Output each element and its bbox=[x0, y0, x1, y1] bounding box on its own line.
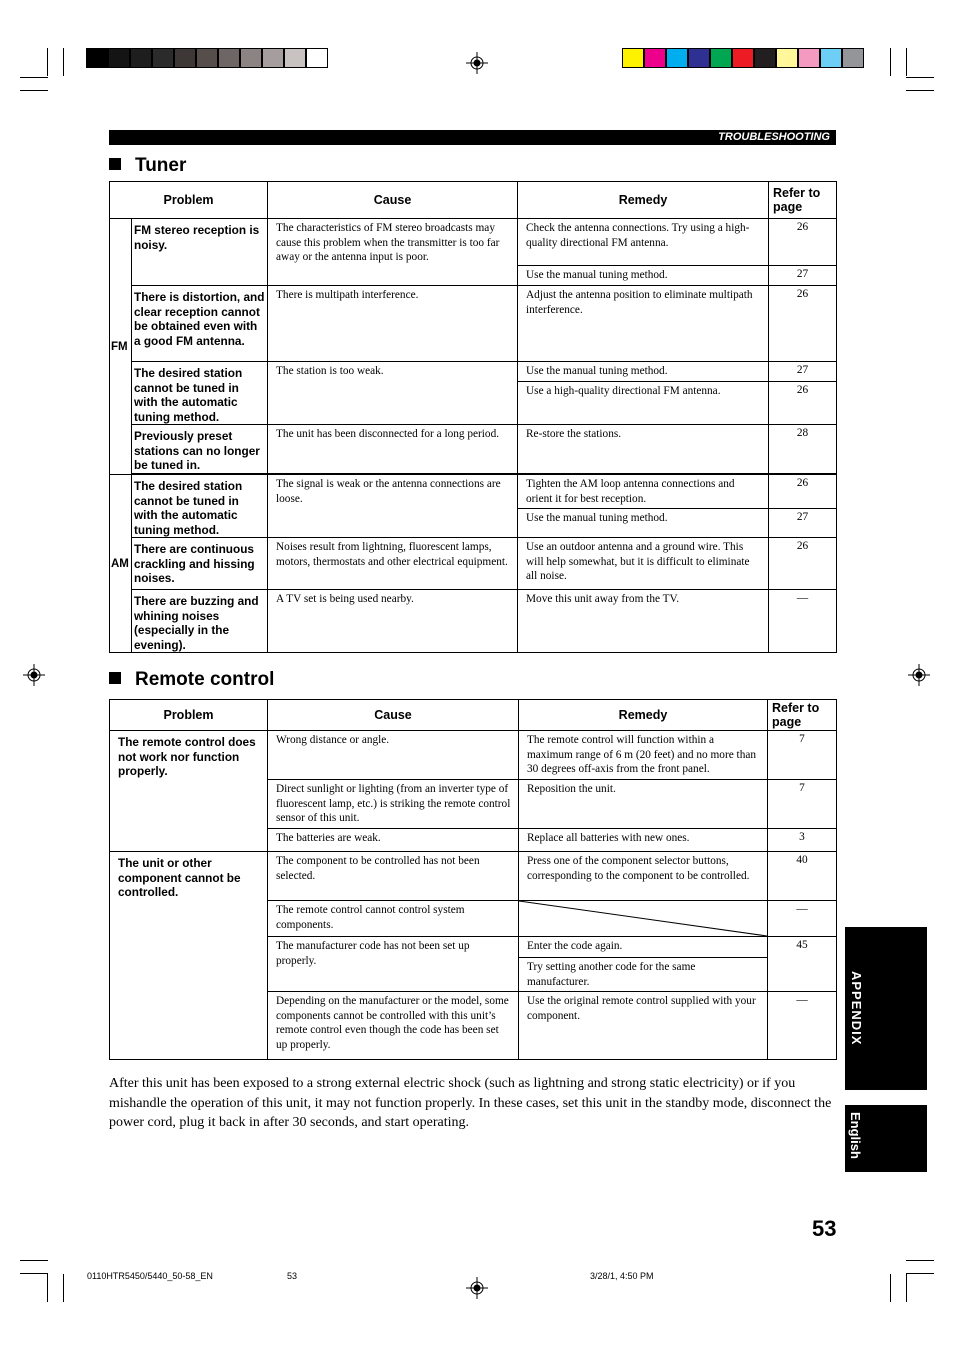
bullet-square-icon bbox=[109, 158, 121, 170]
crop-mark bbox=[20, 90, 48, 91]
footer-page: 53 bbox=[287, 1271, 298, 1281]
crop-mark bbox=[906, 1274, 907, 1302]
table-row bbox=[110, 286, 837, 362]
calibration-swatch bbox=[732, 48, 754, 68]
table-row bbox=[110, 731, 837, 780]
problem-text: The desired station cannot be tuned in with the automatic tuning method. bbox=[132, 362, 268, 425]
cause-text: The remote control cannot control system components. bbox=[268, 901, 519, 937]
table-row bbox=[110, 362, 837, 382]
problem-text: The remote control does not work nor function properly. bbox=[110, 731, 268, 852]
problem-text: Previously preset stations can no longer be tuned in. bbox=[132, 425, 268, 474]
table-row bbox=[110, 852, 837, 901]
remedy-text: Move this unit away from the TV. bbox=[518, 590, 769, 653]
calibration-swatch bbox=[218, 48, 240, 68]
section-label: TROUBLESHOOTING bbox=[718, 131, 830, 143]
calibration-swatch bbox=[240, 48, 262, 68]
table-row bbox=[110, 425, 837, 474]
band-label-am: AM bbox=[110, 475, 132, 653]
page-ref: 7 bbox=[768, 780, 837, 829]
header-cause: Cause bbox=[268, 700, 519, 731]
calibration-swatch bbox=[306, 48, 328, 68]
page-ref: 26 bbox=[769, 538, 837, 590]
crop-mark bbox=[63, 48, 64, 76]
remedy-text: Press one of the component selector buttons, corresponding to the component to be controlled. bbox=[519, 852, 768, 901]
page-ref: 26 bbox=[769, 475, 837, 509]
cause-text: A TV set is being used nearby. bbox=[268, 590, 518, 653]
page-ref: 26 bbox=[769, 382, 837, 425]
footer-timestamp: 3/28/1, 4:50 PM bbox=[590, 1271, 654, 1281]
calibration-swatch bbox=[754, 48, 776, 68]
problem-text: The desired station cannot be tuned in with the automatic tuning method. bbox=[132, 475, 268, 538]
calibration-swatch bbox=[130, 48, 152, 68]
registration-mark-icon bbox=[466, 1277, 488, 1299]
cause-text: Noises result from lightning, fluorescent lamps, motors, thermostats and other electrical equipment. bbox=[268, 538, 518, 590]
cause-text: The unit has been disconnected for a long period. bbox=[268, 425, 518, 474]
calibration-swatch bbox=[284, 48, 306, 68]
remedy-text: Adjust the antenna position to eliminate multipath interference. bbox=[518, 286, 769, 362]
cause-text: The manufacturer code has not been set up properly. bbox=[268, 937, 519, 992]
page-ref: 7 bbox=[768, 731, 837, 780]
calibration-swatch bbox=[262, 48, 284, 68]
notice-paragraph: After this unit has been exposed to a strong external electric shock (such as lightning and strong static electricity) or if you mishandle the operation of this unit, it may not function properly. In these cases, set this unit in the standby mode, disconnect the power cord, plug it back in after 30 seconds, and start operating. bbox=[109, 1076, 832, 1130]
cause-text: There is multipath interference. bbox=[268, 286, 518, 362]
remedy-text: Re-store the stations. bbox=[518, 425, 769, 474]
remedy-text: Use the original remote control supplied with your component. bbox=[519, 992, 768, 1060]
remote-control-table bbox=[109, 699, 837, 1060]
problem-text: There is distortion, and clear reception cannot be obtained even with a good FM antenna. bbox=[132, 286, 268, 362]
cause-text: The station is too weak. bbox=[268, 362, 518, 425]
remedy-text: The remote control will function within a maximum range of 6 m (20 feet) and no more than 30 degrees off-axis from the front panel. bbox=[519, 731, 768, 780]
page-number: 53 bbox=[812, 1216, 837, 1241]
crop-mark bbox=[47, 48, 48, 76]
cause-text: Wrong distance or angle. bbox=[268, 731, 519, 780]
problem-text: There are buzzing and whining noises (especially in the evening). bbox=[132, 590, 268, 653]
remedy-text: Replace all batteries with new ones. bbox=[519, 829, 768, 852]
calibration-swatch bbox=[174, 48, 196, 68]
tuner-heading: Tuner bbox=[109, 155, 186, 177]
calibration-swatch bbox=[710, 48, 732, 68]
problem-text: The unit or other component cannot be controlled. bbox=[110, 852, 268, 1060]
crop-mark bbox=[906, 48, 907, 76]
calibration-swatch bbox=[196, 48, 218, 68]
crop-mark bbox=[20, 1273, 48, 1274]
remedy-text: Use the manual tuning method. bbox=[518, 266, 769, 286]
page-ref: 27 bbox=[769, 509, 837, 538]
band-label-fm: FM bbox=[110, 219, 132, 475]
remedy-text: Use the manual tuning method. bbox=[518, 509, 769, 538]
calibration-swatch bbox=[622, 48, 644, 68]
remedy-text: Enter the code again. bbox=[519, 937, 768, 958]
remedy-text: Try setting another code for the same manufacturer. bbox=[519, 958, 768, 992]
registration-mark-icon bbox=[23, 664, 45, 686]
section-header-bar bbox=[109, 130, 836, 145]
page-ref: 40 bbox=[768, 852, 837, 901]
language-tab: English bbox=[845, 1105, 927, 1172]
page-ref: 3 bbox=[768, 829, 837, 852]
crop-mark bbox=[20, 1260, 48, 1261]
calibration-swatch bbox=[842, 48, 864, 68]
crop-mark bbox=[890, 1274, 891, 1302]
remedy-not-applicable bbox=[519, 901, 768, 937]
tuner-table bbox=[109, 181, 837, 653]
cause-text: The batteries are weak. bbox=[268, 829, 519, 852]
page-ref: 28 bbox=[769, 425, 837, 474]
remedy-text: Check the antenna connections. Try using a high-quality directional FM antenna. bbox=[518, 219, 769, 266]
crop-mark bbox=[906, 77, 934, 78]
cause-text: The signal is weak or the antenna connections are loose. bbox=[268, 475, 518, 538]
calibration-swatch bbox=[776, 48, 798, 68]
diagonal-slash-icon bbox=[519, 901, 767, 936]
remedy-text: Tighten the AM loop antenna connections and orient it for best reception. bbox=[518, 475, 769, 509]
calibration-swatch bbox=[688, 48, 710, 68]
calibration-swatch bbox=[644, 48, 666, 68]
page-ref: — bbox=[768, 992, 837, 1060]
cause-text: Depending on the manufacturer or the model, some components cannot be controlled with this unit’s remote control even though the code has been set up properly. bbox=[268, 992, 519, 1060]
header-remedy: Remedy bbox=[518, 182, 769, 219]
crop-mark bbox=[906, 1273, 934, 1274]
calibration-swatch bbox=[86, 48, 108, 68]
page-ref: 45 bbox=[768, 937, 837, 992]
cause-text: The component to be controlled has not been selected. bbox=[268, 852, 519, 901]
crop-mark bbox=[906, 1260, 934, 1261]
page-ref: — bbox=[768, 901, 837, 937]
problem-text: There are continuous crackling and hissing noises. bbox=[132, 538, 268, 590]
table-row bbox=[110, 590, 837, 653]
header-problem: Problem bbox=[110, 700, 268, 731]
calibration-swatch bbox=[152, 48, 174, 68]
header-problem: Problem bbox=[110, 182, 268, 219]
registration-mark-icon bbox=[466, 52, 488, 74]
bullet-square-icon bbox=[109, 672, 121, 684]
crop-mark bbox=[906, 90, 934, 91]
header-remedy: Remedy bbox=[519, 700, 768, 731]
cause-text: The characteristics of FM stereo broadcasts may cause this problem when the transmitter is too far away or the antenna input is poor. bbox=[268, 219, 518, 286]
remedy-text: Use the manual tuning method. bbox=[518, 362, 769, 382]
problem-text: FM stereo reception is noisy. bbox=[132, 219, 268, 286]
page-ref: — bbox=[769, 590, 837, 653]
crop-mark bbox=[20, 77, 48, 78]
header-ref-page: Refer to page bbox=[768, 700, 837, 731]
remedy-text: Use a high-quality directional FM antenna. bbox=[518, 382, 769, 425]
calibration-swatch bbox=[666, 48, 688, 68]
cause-text: Direct sunlight or lighting (from an inverter type of fluorescent lamp, etc.) is striking the remote control sensor of this unit. bbox=[268, 780, 519, 829]
header-cause: Cause bbox=[268, 182, 518, 219]
crop-mark bbox=[890, 48, 891, 76]
appendix-tab: APPENDIX bbox=[845, 927, 927, 1090]
remedy-text: Reposition the unit. bbox=[519, 780, 768, 829]
crop-mark bbox=[47, 1274, 48, 1302]
page-ref: 27 bbox=[769, 266, 837, 286]
page-ref: 27 bbox=[769, 362, 837, 382]
page-ref: 26 bbox=[769, 286, 837, 362]
header-ref-page: Refer to page bbox=[769, 182, 837, 219]
table-row bbox=[110, 538, 837, 590]
calibration-swatch bbox=[108, 48, 130, 68]
crop-mark bbox=[63, 1274, 64, 1302]
registration-mark-icon bbox=[908, 664, 930, 686]
calibration-swatch bbox=[798, 48, 820, 68]
remedy-text: Use an outdoor antenna and a ground wire. This will help somewhat, but it is difficult to eliminate all noise. bbox=[518, 538, 769, 590]
footer-file-name: 0110HTR5450/5440_50-58_EN bbox=[87, 1271, 213, 1281]
remote-control-heading: Remote control bbox=[109, 669, 274, 691]
calibration-swatch bbox=[820, 48, 842, 68]
page-ref: 26 bbox=[769, 219, 837, 266]
table-row bbox=[110, 475, 837, 509]
table-row bbox=[110, 219, 837, 266]
